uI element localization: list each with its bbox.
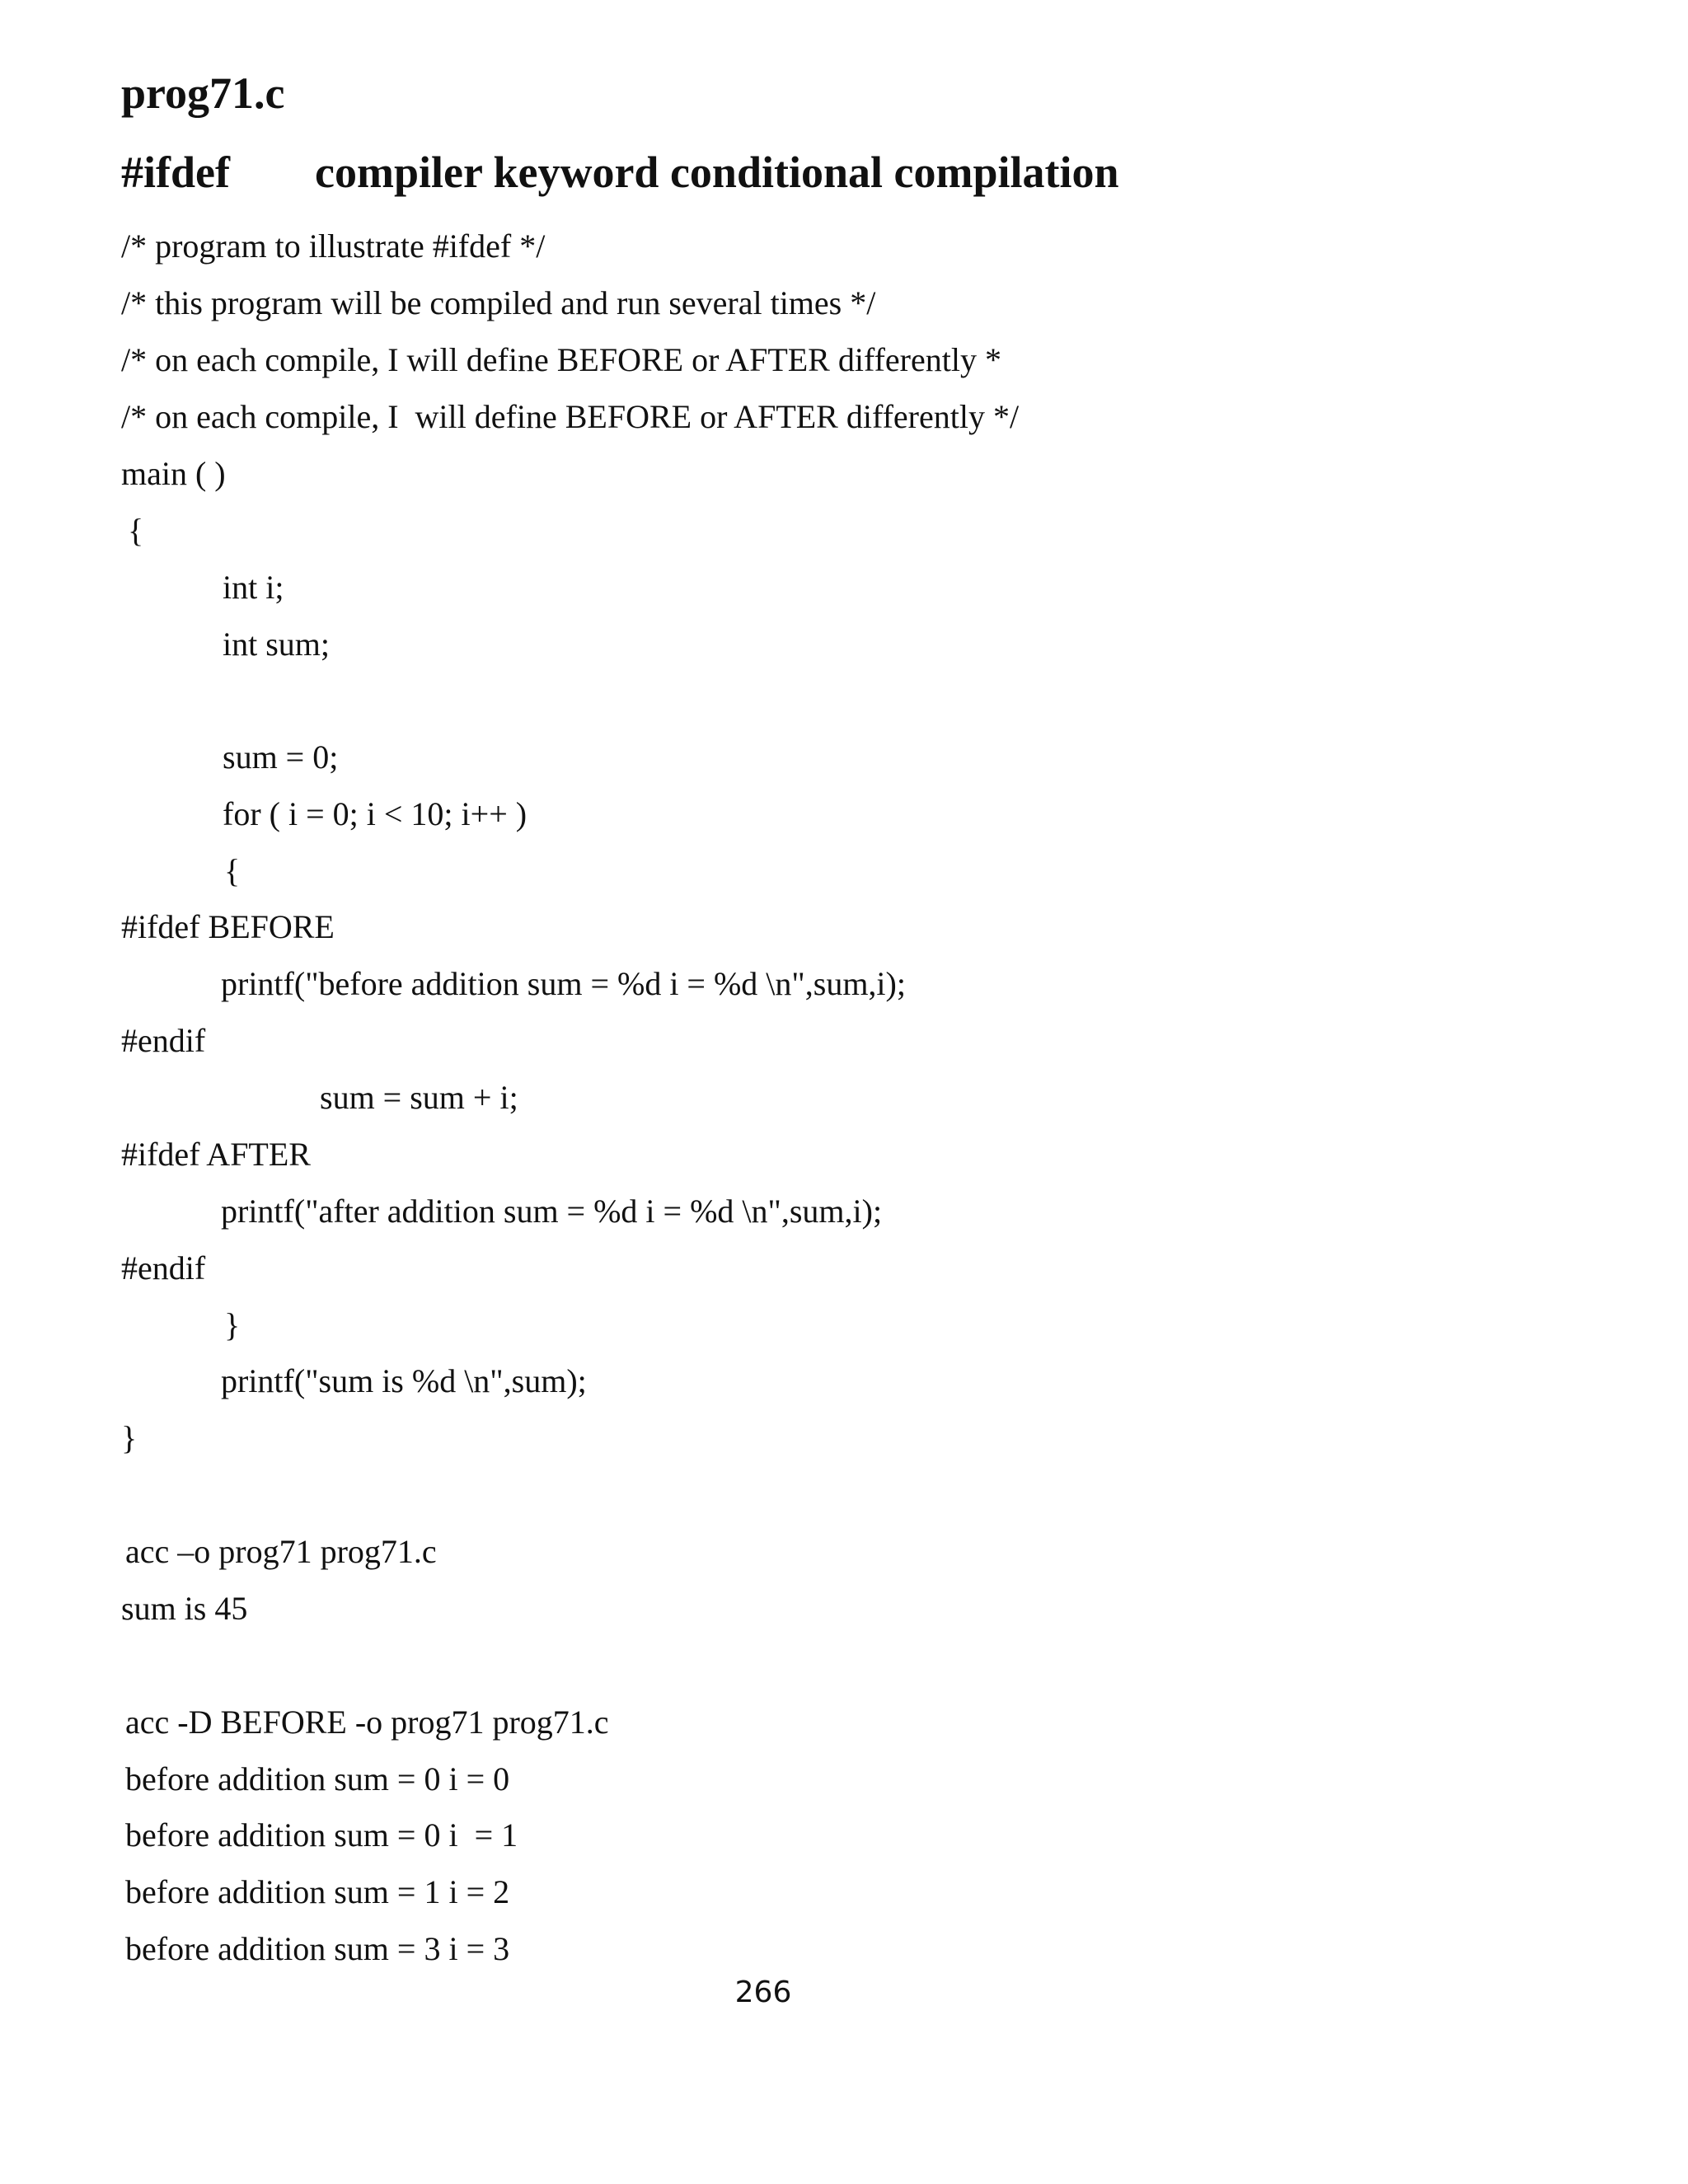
code-line: /* this program will be compiled and run several times */ [121, 284, 876, 321]
section-keyword: #ifdef [121, 148, 230, 197]
code-line: #endif [121, 1249, 206, 1286]
code-line: /* on each compile, I will define BEFORE or AFTER differently */ [121, 398, 1020, 435]
program-filename-heading: prog71.c [121, 68, 285, 118]
code-line: int sum; [223, 626, 331, 663]
section-description: compiler keyword conditional compilation [315, 148, 1119, 197]
section-heading [121, 148, 1119, 197]
code-line: main ( ) [121, 455, 226, 492]
code-line: } [224, 1306, 241, 1343]
code-line: sum = 0; [223, 738, 339, 776]
code-line: printf("sum is %d \n",sum); [221, 1362, 587, 1399]
code-line: /* program to illustrate #ifdef */ [121, 227, 546, 265]
code-line: printf("after addition sum = %d i = %d \n",sum,i); [221, 1193, 883, 1230]
code-line: #ifdef AFTER [121, 1136, 311, 1173]
code-line: { [128, 512, 144, 549]
code-line: printf("before addition sum = %d i = %d \n",sum,i); [221, 965, 906, 1002]
output-line: before addition sum = 0 i = 1 [125, 1816, 518, 1854]
output-line: before addition sum = 1 i = 2 [125, 1873, 510, 1910]
code-line: } [121, 1419, 138, 1456]
page-number: 266 [734, 1975, 792, 2009]
output-line: acc –o prog71 prog71.c [125, 1533, 437, 1570]
output-line: before addition sum = 0 i = 0 [125, 1760, 510, 1797]
code-line: #endif [121, 1022, 206, 1059]
code-line: sum = sum + i; [320, 1079, 518, 1116]
code-line: #ifdef BEFORE [121, 908, 335, 945]
output-line: acc -D BEFORE -o prog71 prog71.c [125, 1704, 609, 1741]
code-line: int i; [223, 569, 284, 606]
code-line: for ( i = 0; i < 10; i++ ) [223, 795, 528, 832]
code-line: { [224, 852, 241, 889]
output-line: sum is 45 [121, 1590, 248, 1627]
output-line: before addition sum = 3 i = 3 [125, 1930, 510, 1967]
code-line: /* on each compile, I will define BEFORE or AFTER differently * [121, 341, 1001, 378]
